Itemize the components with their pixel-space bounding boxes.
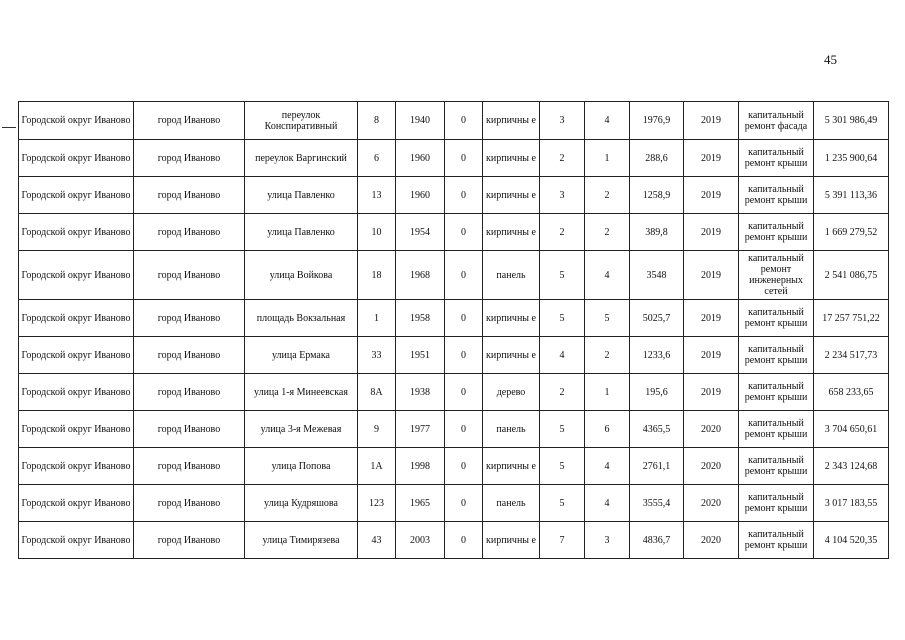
- cell-wall-material: дерево: [483, 374, 540, 411]
- cell-cost: 1 669 279,52: [814, 214, 889, 251]
- cell-area: 389,8: [630, 214, 684, 251]
- cell-entrances: 4: [585, 251, 630, 300]
- cell-okrug: Городской округ Иваново: [19, 374, 134, 411]
- cell-wall-material: кирпичны е: [483, 102, 540, 140]
- cell-city: город Иваново: [134, 374, 245, 411]
- table-row: [19, 522, 889, 559]
- cell-cost: 5 301 986,49: [814, 102, 889, 140]
- cell-city: город Иваново: [134, 485, 245, 522]
- cell-city: город Иваново: [134, 448, 245, 485]
- cell-area: 1258,9: [630, 177, 684, 214]
- cell-floors: 3: [540, 102, 585, 140]
- cell-plan-year: 2019: [684, 251, 739, 300]
- scan-edge-mark: [2, 127, 16, 128]
- cell-area: 4836,7: [630, 522, 684, 559]
- cell-house: 123: [358, 485, 396, 522]
- cell-floors: 2: [540, 140, 585, 177]
- cell-city: город Иваново: [134, 214, 245, 251]
- cell-street: улица 1-я Минеевская: [245, 374, 358, 411]
- cell-plan-year: 2019: [684, 214, 739, 251]
- cell-wall-material: кирпичны е: [483, 214, 540, 251]
- cell-city: город Иваново: [134, 522, 245, 559]
- cell-house: 8: [358, 102, 396, 140]
- cell-house: 1А: [358, 448, 396, 485]
- cell-cost: 658 233,65: [814, 374, 889, 411]
- cell-build-year: 1940: [396, 102, 445, 140]
- cell-work-type: капитальный ремонт крыши: [739, 214, 814, 251]
- cell-street: улица Павленко: [245, 214, 358, 251]
- cell-okrug: Городской округ Иваново: [19, 522, 134, 559]
- cell-wall-material: кирпичны е: [483, 522, 540, 559]
- table-row: [19, 300, 889, 337]
- cell-floors: 5: [540, 411, 585, 448]
- cell-street: переулок Варгинский: [245, 140, 358, 177]
- repair-registry-table: [18, 101, 889, 559]
- cell-zero: 0: [445, 485, 483, 522]
- cell-okrug: Городской округ Иваново: [19, 214, 134, 251]
- cell-zero: 0: [445, 214, 483, 251]
- cell-work-type: капитальный ремонт крыши: [739, 177, 814, 214]
- cell-zero: 0: [445, 448, 483, 485]
- cell-okrug: Городской округ Иваново: [19, 102, 134, 140]
- cell-cost: 4 104 520,35: [814, 522, 889, 559]
- cell-entrances: 2: [585, 214, 630, 251]
- cell-work-type: капитальный ремонт крыши: [739, 140, 814, 177]
- cell-street: улица Ермака: [245, 337, 358, 374]
- table-row: [19, 448, 889, 485]
- cell-city: город Иваново: [134, 411, 245, 448]
- cell-zero: 0: [445, 374, 483, 411]
- cell-cost: 1 235 900,64: [814, 140, 889, 177]
- cell-area: 4365,5: [630, 411, 684, 448]
- cell-build-year: 1960: [396, 140, 445, 177]
- cell-wall-material: кирпичны е: [483, 177, 540, 214]
- cell-okrug: Городской округ Иваново: [19, 300, 134, 337]
- cell-house: 33: [358, 337, 396, 374]
- cell-work-type: капитальный ремонт крыши: [739, 485, 814, 522]
- cell-build-year: 2003: [396, 522, 445, 559]
- cell-house: 43: [358, 522, 396, 559]
- cell-floors: 7: [540, 522, 585, 559]
- table-row: [19, 214, 889, 251]
- page-number: 45: [824, 52, 837, 67]
- cell-wall-material: кирпичны е: [483, 448, 540, 485]
- cell-zero: 0: [445, 337, 483, 374]
- cell-zero: 0: [445, 411, 483, 448]
- cell-zero: 0: [445, 140, 483, 177]
- cell-work-type: капитальный ремонт крыши: [739, 300, 814, 337]
- cell-area: 1233,6: [630, 337, 684, 374]
- cell-street: улица Тимирязева: [245, 522, 358, 559]
- cell-city: город Иваново: [134, 337, 245, 374]
- cell-plan-year: 2020: [684, 485, 739, 522]
- cell-street: переулок Конспиративный: [245, 102, 358, 140]
- cell-street: площадь Вокзальная: [245, 300, 358, 337]
- cell-entrances: 2: [585, 337, 630, 374]
- cell-okrug: Городской округ Иваново: [19, 448, 134, 485]
- cell-city: город Иваново: [134, 140, 245, 177]
- cell-street: улица Кудряшова: [245, 485, 358, 522]
- cell-build-year: 1960: [396, 177, 445, 214]
- cell-city: город Иваново: [134, 177, 245, 214]
- cell-build-year: 1958: [396, 300, 445, 337]
- cell-zero: 0: [445, 251, 483, 300]
- cell-floors: 5: [540, 300, 585, 337]
- table-row: [19, 485, 889, 522]
- cell-house: 9: [358, 411, 396, 448]
- cell-okrug: Городской округ Иваново: [19, 337, 134, 374]
- cell-build-year: 1968: [396, 251, 445, 300]
- cell-build-year: 1951: [396, 337, 445, 374]
- table-row: [19, 337, 889, 374]
- cell-cost: 3 017 183,55: [814, 485, 889, 522]
- cell-plan-year: 2019: [684, 337, 739, 374]
- cell-plan-year: 2020: [684, 448, 739, 485]
- cell-plan-year: 2019: [684, 374, 739, 411]
- cell-city: город Иваново: [134, 300, 245, 337]
- cell-street: улица 3-я Межевая: [245, 411, 358, 448]
- cell-entrances: 6: [585, 411, 630, 448]
- cell-plan-year: 2019: [684, 102, 739, 140]
- cell-area: 2761,1: [630, 448, 684, 485]
- cell-cost: 17 257 751,22: [814, 300, 889, 337]
- table-row: [19, 102, 889, 140]
- cell-wall-material: панель: [483, 411, 540, 448]
- table-row: [19, 374, 889, 411]
- cell-entrances: 5: [585, 300, 630, 337]
- cell-area: 195,6: [630, 374, 684, 411]
- cell-okrug: Городской округ Иваново: [19, 140, 134, 177]
- cell-floors: 5: [540, 251, 585, 300]
- cell-floors: 4: [540, 337, 585, 374]
- cell-house: 6: [358, 140, 396, 177]
- cell-city: город Иваново: [134, 102, 245, 140]
- cell-entrances: 2: [585, 177, 630, 214]
- table-row: [19, 251, 889, 300]
- cell-wall-material: панель: [483, 485, 540, 522]
- cell-floors: 2: [540, 214, 585, 251]
- cell-build-year: 1977: [396, 411, 445, 448]
- cell-house: 13: [358, 177, 396, 214]
- cell-area: 3548: [630, 251, 684, 300]
- table-row: [19, 140, 889, 177]
- cell-okrug: Городской округ Иваново: [19, 177, 134, 214]
- cell-entrances: 1: [585, 374, 630, 411]
- cell-floors: 2: [540, 374, 585, 411]
- table-body: [19, 102, 889, 559]
- cell-wall-material: кирпичны е: [483, 300, 540, 337]
- cell-work-type: капитальный ремонт фасада: [739, 102, 814, 140]
- cell-work-type: капитальный ремонт крыши: [739, 374, 814, 411]
- table-row: [19, 411, 889, 448]
- cell-plan-year: 2020: [684, 522, 739, 559]
- cell-work-type: капитальный ремонт крыши: [739, 411, 814, 448]
- cell-house: 10: [358, 214, 396, 251]
- cell-wall-material: кирпичны е: [483, 337, 540, 374]
- cell-entrances: 1: [585, 140, 630, 177]
- cell-work-type: капитальный ремонт крыши: [739, 448, 814, 485]
- cell-house: 18: [358, 251, 396, 300]
- cell-okrug: Городской округ Иваново: [19, 251, 134, 300]
- cell-build-year: 1954: [396, 214, 445, 251]
- cell-cost: 2 343 124,68: [814, 448, 889, 485]
- cell-area: 288,6: [630, 140, 684, 177]
- cell-area: 1976,9: [630, 102, 684, 140]
- cell-house: 1: [358, 300, 396, 337]
- cell-zero: 0: [445, 177, 483, 214]
- cell-work-type: капитальный ремонт крыши: [739, 337, 814, 374]
- cell-house: 8А: [358, 374, 396, 411]
- cell-wall-material: кирпичны е: [483, 140, 540, 177]
- cell-street: улица Павленко: [245, 177, 358, 214]
- cell-city: город Иваново: [134, 251, 245, 300]
- cell-cost: 2 541 086,75: [814, 251, 889, 300]
- cell-plan-year: 2019: [684, 300, 739, 337]
- cell-zero: 0: [445, 102, 483, 140]
- cell-entrances: 4: [585, 485, 630, 522]
- cell-build-year: 1998: [396, 448, 445, 485]
- cell-street: улица Войкова: [245, 251, 358, 300]
- cell-wall-material: панель: [483, 251, 540, 300]
- cell-entrances: 4: [585, 102, 630, 140]
- cell-plan-year: 2019: [684, 177, 739, 214]
- cell-street: улица Попова: [245, 448, 358, 485]
- cell-cost: 5 391 113,36: [814, 177, 889, 214]
- cell-plan-year: 2019: [684, 140, 739, 177]
- cell-build-year: 1965: [396, 485, 445, 522]
- cell-work-type: капитальный ремонт крыши: [739, 522, 814, 559]
- cell-build-year: 1938: [396, 374, 445, 411]
- cell-okrug: Городской округ Иваново: [19, 411, 134, 448]
- cell-entrances: 3: [585, 522, 630, 559]
- cell-entrances: 4: [585, 448, 630, 485]
- table-row: [19, 177, 889, 214]
- cell-floors: 5: [540, 485, 585, 522]
- cell-cost: 3 704 650,61: [814, 411, 889, 448]
- cell-zero: 0: [445, 522, 483, 559]
- cell-zero: 0: [445, 300, 483, 337]
- cell-okrug: Городской округ Иваново: [19, 485, 134, 522]
- cell-cost: 2 234 517,73: [814, 337, 889, 374]
- cell-floors: 5: [540, 448, 585, 485]
- cell-area: 3555,4: [630, 485, 684, 522]
- cell-plan-year: 2020: [684, 411, 739, 448]
- cell-area: 5025,7: [630, 300, 684, 337]
- cell-work-type: капитальный ремонт инженерных сетей: [739, 251, 814, 300]
- cell-floors: 3: [540, 177, 585, 214]
